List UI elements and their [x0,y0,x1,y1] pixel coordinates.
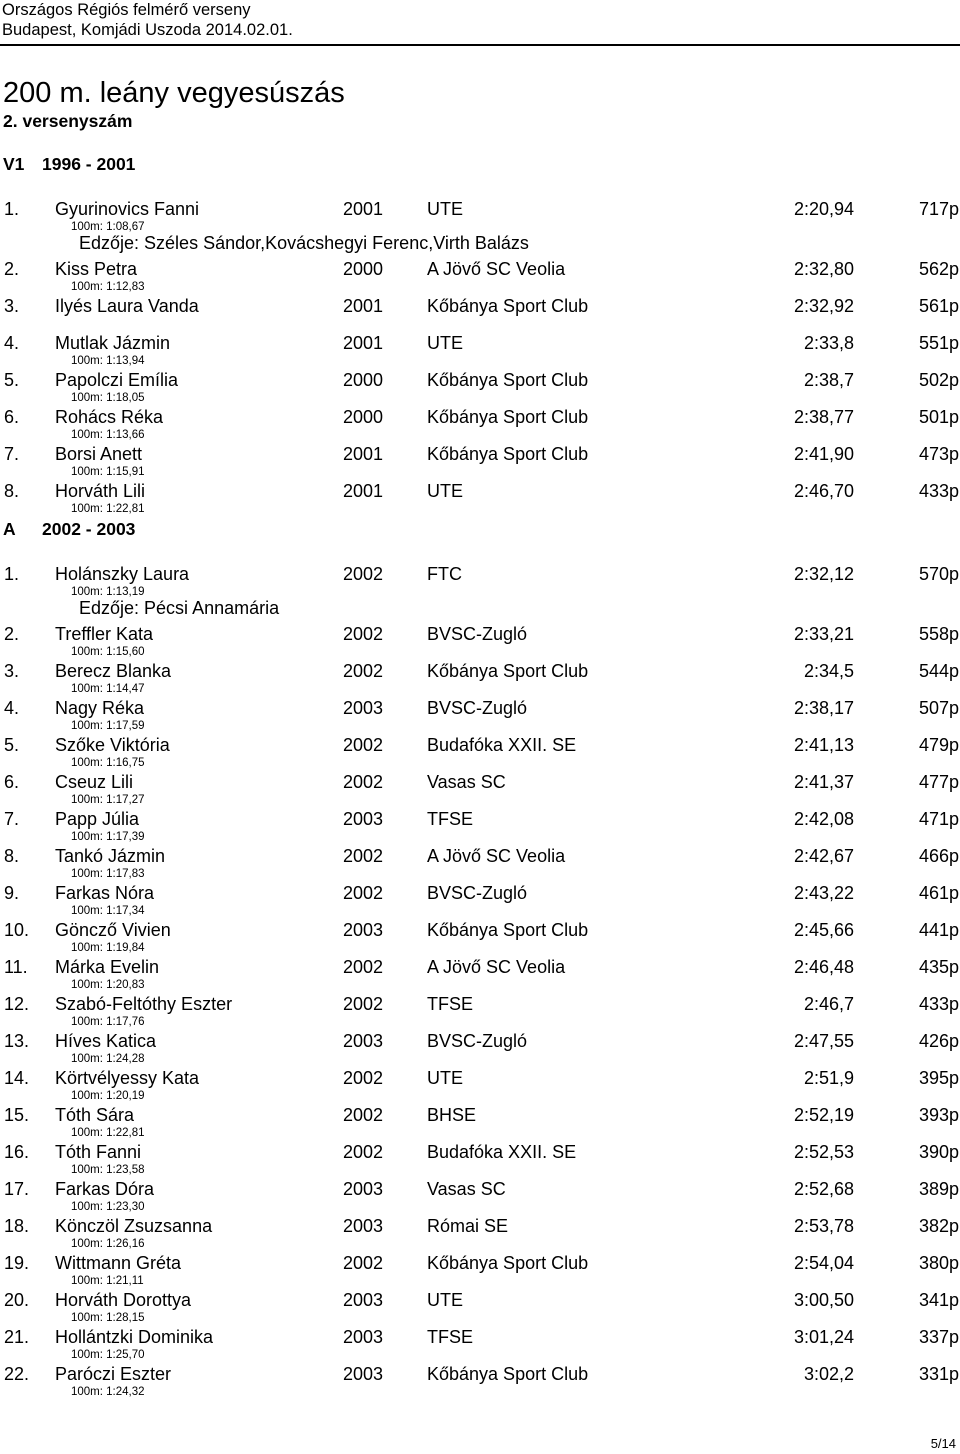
split-time: 100m: 1:19,84 [71,942,145,954]
swimmer-name: Rohács Réka [55,407,164,427]
result-points: 551p [918,333,959,353]
result-place: 14. [4,1068,30,1088]
split-time: 100m: 1:13,19 [71,586,145,598]
page-number: 5/14 [930,1436,956,1451]
section-label-a: 2002 - 2003 [42,519,136,539]
birth-year: 2001 [343,444,384,464]
club-name: Budafóka XXII. SE [427,735,577,755]
club-name: Vasas SC [427,1179,506,1199]
result-time: 2:54,04 [793,1253,854,1273]
result-place: 5. [4,735,20,755]
result-place: 7. [4,809,20,829]
birth-year: 2003 [343,920,384,940]
result-row [0,660,960,697]
result-time: 2:46,48 [793,957,854,977]
result-place: 12. [4,994,30,1014]
swimmer-name: Hollántzki Dominika [55,1327,214,1347]
result-time: 2:32,12 [793,564,854,584]
club-name: UTE [427,481,463,501]
result-time: 2:45,66 [793,920,854,940]
result-time: 2:20,94 [793,199,854,219]
birth-year: 2001 [343,296,384,316]
club-name: A Jövő SC Veolia [427,259,566,279]
split-time: 100m: 1:15,91 [71,466,145,478]
split-time: 100m: 1:16,75 [71,757,145,769]
club-name: TFSE [427,994,474,1014]
result-points: 466p [918,846,959,866]
result-place: 20. [4,1290,30,1310]
result-time: 3:01,24 [793,1327,854,1347]
result-row [0,771,960,808]
split-time: 100m: 1:23,30 [71,1201,145,1213]
swimmer-name: Nagy Réka [55,698,145,718]
section-code-a: A [3,519,16,539]
result-place: 10. [4,920,30,940]
club-name: Kőbánya Sport Club [427,920,589,940]
result-time: 2:38,77 [793,407,854,427]
split-time: 100m: 1:17,27 [71,794,145,806]
split-time: 100m: 1:26,16 [71,1238,145,1250]
event-title: 200 m. leány vegyesúszás [3,77,345,109]
result-row [0,198,960,258]
split-time: 100m: 1:24,28 [71,1053,145,1065]
result-time: 2:53,78 [793,1216,854,1236]
result-points: 331p [918,1364,959,1384]
result-time: 2:46,70 [793,481,854,501]
birth-year: 2002 [343,957,384,977]
club-name: TFSE [427,1327,474,1347]
result-row [0,993,960,1030]
result-place: 5. [4,370,20,390]
club-name: BVSC-Zugló [427,698,528,718]
club-name: BVSC-Zugló [427,1031,528,1051]
header-line-1: Országos Régiós felmérő verseny [2,1,251,19]
birth-year: 2001 [343,481,384,501]
section-label-v1: 1996 - 2001 [42,154,136,174]
result-time: 2:43,22 [793,883,854,903]
birth-year: 2002 [343,661,384,681]
birth-year: 2001 [343,199,384,219]
result-row [0,808,960,845]
result-place: 6. [4,772,20,792]
result-row [0,697,960,734]
swimmer-name: Mutlak Jázmin [55,333,171,353]
result-time: 2:52,19 [793,1105,854,1125]
result-place: 6. [4,407,20,427]
swimmer-name: Szabó-Feltóthy Eszter [55,994,233,1014]
club-name: Kőbánya Sport Club [427,444,589,464]
swimmer-name: Tóth Sára [55,1105,135,1125]
result-row [0,1141,960,1178]
result-place: 21. [4,1327,30,1347]
result-points: 395p [918,1068,959,1088]
result-place: 3. [4,296,20,316]
result-points: 471p [918,809,959,829]
result-place: 1. [4,199,20,219]
birth-year: 2002 [343,846,384,866]
result-row [0,734,960,771]
result-time: 2:38,17 [793,698,854,718]
club-name: FTC [427,564,462,584]
result-row [0,480,960,517]
result-row [0,1363,960,1400]
result-place: 22. [4,1364,30,1384]
club-name: Kőbánya Sport Club [427,407,589,427]
result-points: 341p [918,1290,959,1310]
birth-year: 2001 [343,333,384,353]
split-time: 100m: 1:22,81 [71,1127,145,1139]
swimmer-name: Treffler Kata [55,624,154,644]
swimmer-name: Horváth Lili [55,481,146,501]
birth-year: 2002 [343,772,384,792]
result-points: 501p [918,407,959,427]
club-name: BVSC-Zugló [427,624,528,644]
result-place: 4. [4,333,20,353]
birth-year: 2002 [343,624,384,644]
split-time: 100m: 1:17,83 [71,868,145,880]
result-place: 13. [4,1031,30,1051]
birth-year: 2003 [343,1290,384,1310]
swimmer-name: Tóth Fanni [55,1142,142,1162]
split-time: 100m: 1:08,67 [71,221,145,233]
birth-year: 2003 [343,698,384,718]
split-time: 100m: 1:20,19 [71,1090,145,1102]
result-time: 2:42,08 [793,809,854,829]
club-name: A Jövő SC Veolia [427,957,566,977]
club-name: Kőbánya Sport Club [427,661,589,681]
result-time: 2:47,55 [793,1031,854,1051]
swimmer-name: Horváth Dorottya [55,1290,192,1310]
result-place: 11. [4,957,28,977]
result-row [0,845,960,882]
result-points: 570p [918,564,959,584]
swimmer-name: Farkas Dóra [55,1179,155,1199]
result-place: 3. [4,661,20,681]
result-time: 2:52,53 [793,1142,854,1162]
result-row [0,882,960,919]
swimmer-name: Márka Evelin [55,957,160,977]
split-time: 100m: 1:23,58 [71,1164,145,1176]
swimmer-name: Papolczi Emília [55,370,179,390]
club-name: A Jövő SC Veolia [427,846,566,866]
club-name: Kőbánya Sport Club [427,1253,589,1273]
split-time: 100m: 1:21,11 [71,1275,144,1287]
result-points: 562p [918,259,959,279]
result-points: 441p [918,920,959,940]
club-name: BHSE [427,1105,477,1125]
birth-year: 2003 [343,1364,384,1384]
result-row [0,406,960,443]
result-points: 426p [918,1031,959,1051]
club-name: BVSC-Zugló [427,883,528,903]
result-points: 389p [918,1179,959,1199]
result-time: 2:33,21 [793,624,854,644]
birth-year: 2002 [343,1253,384,1273]
header-divider [0,44,960,46]
result-place: 1. [4,564,20,584]
birth-year: 2002 [343,735,384,755]
result-row [0,919,960,956]
birth-year: 2002 [343,1105,384,1125]
result-points: 544p [918,661,959,681]
result-points: 477p [918,772,959,792]
result-place: 9. [4,883,20,903]
result-points: 561p [918,296,959,316]
club-name: Vasas SC [427,772,506,792]
club-name: Kőbánya Sport Club [427,296,589,316]
result-points: 461p [918,883,959,903]
swimmer-name: Körtvélyessy Kata [55,1068,200,1088]
birth-year: 2003 [343,1327,384,1347]
result-place: 4. [4,698,20,718]
result-row [0,1215,960,1252]
results-list-a [0,563,960,1400]
result-points: 380p [918,1253,959,1273]
result-row [0,563,960,623]
result-place: 8. [4,481,20,501]
result-points: 717p [918,199,959,219]
result-row [0,1030,960,1067]
result-points: 502p [918,370,959,390]
result-row [0,1289,960,1326]
birth-year: 2003 [343,1179,384,1199]
result-place: 16. [4,1142,30,1162]
split-time: 100m: 1:24,32 [71,1386,145,1398]
birth-year: 2000 [343,407,384,427]
split-time: 100m: 1:17,76 [71,1016,145,1028]
result-row [0,369,960,406]
swimmer-name: Kiss Petra [55,259,138,279]
split-time: 100m: 1:15,60 [71,646,145,658]
header-line-2: Budapest, Komjádi Uszoda 2014.02.01. [2,21,293,39]
result-time: 2:41,13 [793,735,854,755]
birth-year: 2002 [343,1142,384,1162]
split-time: 100m: 1:17,34 [71,905,145,917]
swimmer-name: Paróczi Eszter [55,1364,172,1384]
result-time: 2:52,68 [793,1179,854,1199]
result-points: 435p [918,957,959,977]
result-place: 19. [4,1253,30,1273]
swimmer-name: Szőke Viktória [55,735,170,755]
club-name: UTE [427,333,463,353]
split-time: 100m: 1:13,94 [71,355,145,367]
result-time: 2:38,7 [803,370,854,390]
results-list-v1 [0,198,960,517]
result-time: 2:34,5 [803,661,854,681]
result-place: 15. [4,1105,30,1125]
swimmer-name: Tankó Jázmin [55,846,166,866]
swimmer-name: Borsi Anett [55,444,143,464]
result-time: 2:41,90 [793,444,854,464]
swimmer-name: Wittmann Gréta [55,1253,182,1273]
split-time: 100m: 1:13,66 [71,429,145,441]
swimmer-name: Göncző Vivien [55,920,171,940]
result-place: 7. [4,444,20,464]
birth-year: 2002 [343,883,384,903]
result-row [0,332,960,369]
split-time: 100m: 1:17,39 [71,831,145,843]
result-time: 2:51,9 [803,1068,854,1088]
result-row [0,1178,960,1215]
result-time: 3:00,50 [793,1290,854,1310]
birth-year: 2000 [343,259,384,279]
swimmer-name: Könczöl Zsuzsanna [55,1216,213,1236]
birth-year: 2003 [343,1216,384,1236]
result-points: 507p [918,698,959,718]
split-time: 100m: 1:14,47 [71,683,145,695]
split-time: 100m: 1:20,83 [71,979,145,991]
result-time: 2:46,7 [803,994,854,1014]
swimmer-name: Cseuz Lili [55,772,134,792]
birth-year: 2002 [343,994,384,1014]
result-points: 479p [918,735,959,755]
result-points: 390p [918,1142,959,1162]
swimmer-name: Berecz Blanka [55,661,172,681]
split-time: 100m: 1:22,81 [71,503,145,515]
split-time: 100m: 1:18,05 [71,392,145,404]
result-row [0,623,960,660]
result-points: 393p [918,1105,959,1125]
swimmer-name: Híves Katica [55,1031,157,1051]
swimmer-name: Farkas Nóra [55,883,155,903]
result-place: 17. [4,1179,30,1199]
split-time: 100m: 1:12,83 [71,281,145,293]
result-time: 2:33,8 [803,333,854,353]
result-place: 2. [4,259,20,279]
result-points: 558p [918,624,959,644]
result-row [0,1252,960,1289]
result-row [0,443,960,480]
club-name: UTE [427,199,463,219]
result-points: 433p [918,994,959,1014]
swimmer-name: Holánszky Laura [55,564,190,584]
club-name: UTE [427,1290,463,1310]
result-time: 2:32,80 [793,259,854,279]
result-time: 3:02,2 [803,1364,854,1384]
club-name: Kőbánya Sport Club [427,1364,589,1384]
result-row [0,258,960,295]
club-name: Római SE [427,1216,509,1236]
result-place: 18. [4,1216,30,1236]
result-time: 2:41,37 [793,772,854,792]
birth-year: 2002 [343,564,384,584]
result-points: 473p [918,444,959,464]
result-row [0,1067,960,1104]
result-row [0,1326,960,1363]
section-code-v1: V1 [3,154,25,174]
club-name: UTE [427,1068,463,1088]
club-name: TFSE [427,809,474,829]
result-points: 382p [918,1216,959,1236]
birth-year: 2000 [343,370,384,390]
result-row [0,1104,960,1141]
split-time: 100m: 1:17,59 [71,720,145,732]
coach-info: Edzője: Széles Sándor,Kovácshegyi Ferenc,Virth Balázs [79,233,529,253]
coach-info: Edzője: Pécsi Annamária [79,598,280,618]
result-place: 2. [4,624,20,644]
result-row [0,295,960,332]
split-time: 100m: 1:25,70 [71,1349,145,1361]
split-time: 100m: 1:28,15 [71,1312,145,1324]
result-row [0,956,960,993]
swimmer-name: Papp Júlia [55,809,140,829]
swimmer-name: Ilyés Laura Vanda [55,296,199,316]
club-name: Budafóka XXII. SE [427,1142,577,1162]
swimmer-name: Gyurinovics Fanni [55,199,200,219]
birth-year: 2002 [343,1068,384,1088]
club-name: Kőbánya Sport Club [427,370,589,390]
result-points: 433p [918,481,959,501]
result-time: 2:32,92 [793,296,854,316]
result-time: 2:42,67 [793,846,854,866]
result-points: 337p [918,1327,959,1347]
event-number: 2. versenyszám [3,111,133,131]
result-place: 8. [4,846,20,866]
birth-year: 2003 [343,1031,384,1051]
birth-year: 2003 [343,809,384,829]
